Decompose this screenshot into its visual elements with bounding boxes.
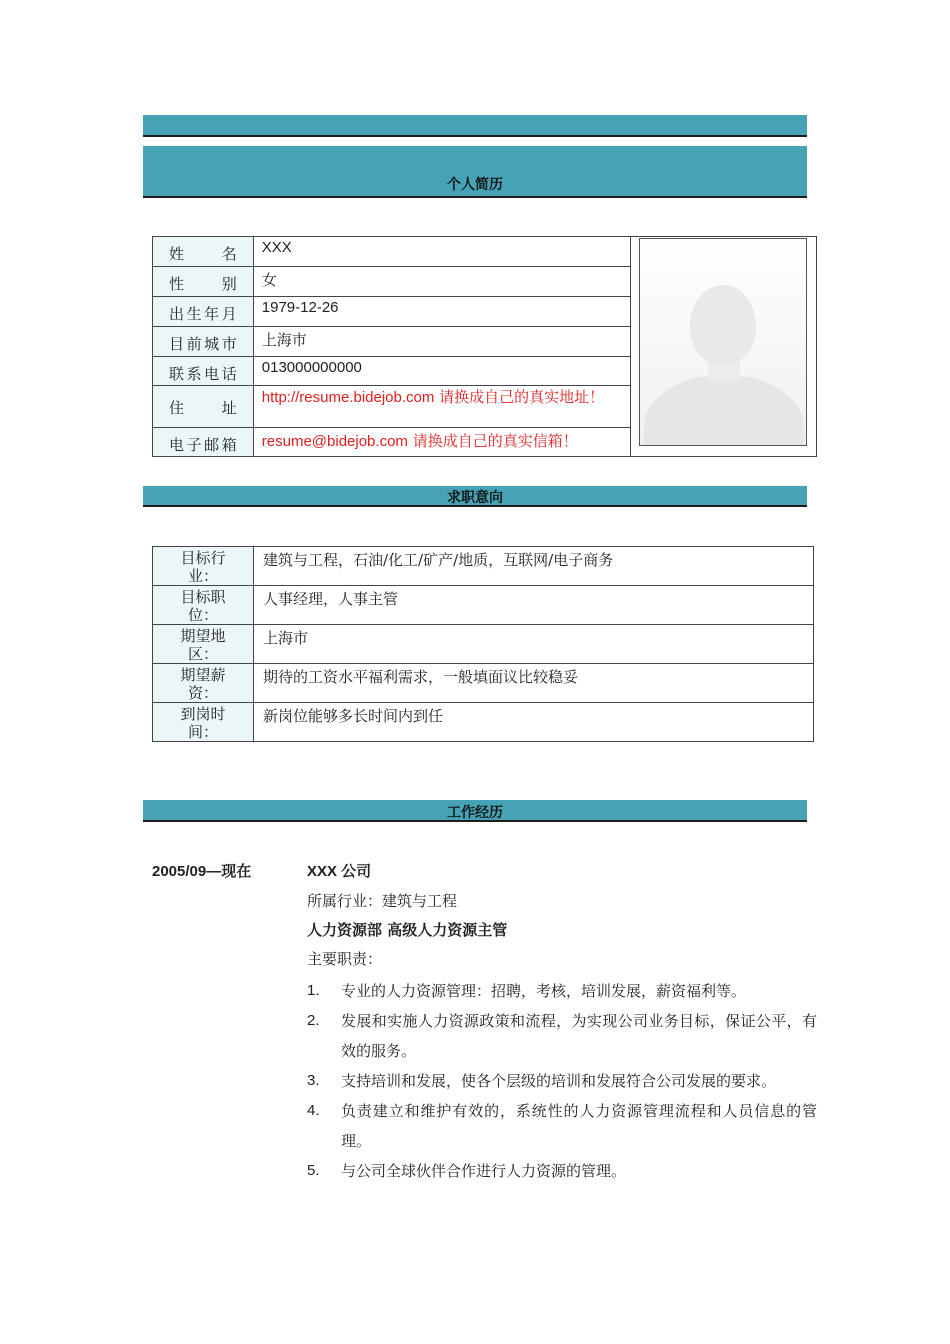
photo-cell [631, 237, 817, 457]
resume-header-bar [143, 146, 807, 198]
avatar-silhouette-head [690, 285, 756, 365]
target-industry-label: 目标行业： [153, 547, 254, 586]
work-experience-bar [143, 800, 807, 822]
email-label: 电子邮箱 [153, 428, 254, 457]
target-salary-label: 期望薪资： [153, 664, 254, 703]
work-date-range: 2005/09—现在 [152, 863, 252, 880]
target-position-value: 人事经理，人事主管 [254, 586, 814, 625]
duty-text: 负责建立和维护有效的，系统性的人力资源管理流程和人员信息的管理。 [341, 1102, 817, 1150]
duty-item [307, 1006, 817, 1066]
target-salary-value: 期待的工资水平福利需求，一般填面议比较稳妥 [254, 664, 814, 703]
start-time-label: 到岗时间： [153, 703, 254, 742]
resume-title: 个人简历 [447, 177, 503, 193]
work-experience-title: 工作经历 [447, 805, 503, 821]
duty-item [307, 1066, 817, 1096]
top-decor-bar [143, 115, 807, 137]
gender-value: 女 [253, 267, 630, 297]
phone-label: 联系电话 [153, 357, 254, 386]
duty-number: 2. [307, 1012, 320, 1029]
personal-info-table [152, 236, 817, 457]
city-value: 上海市 [253, 327, 630, 357]
email-link[interactable]: resume@bidejob.com [261, 433, 408, 450]
duty-text: 发展和实施人力资源政策和流程，为实现公司业务目标，保证公平，有效的服务。 [341, 1012, 817, 1060]
target-industry-value: 建筑与工程，石油/化工/矿产/地质，互联网/电子商务 [254, 547, 814, 586]
address-link[interactable]: http://resume.bidejob.com [261, 389, 435, 406]
target-region-label: 期望地区： [153, 625, 254, 664]
birth-label: 出生年月 [153, 297, 254, 327]
phone-value: 013000000000 [253, 357, 630, 386]
duty-item [307, 1096, 817, 1156]
duty-number: 1. [307, 982, 320, 999]
address-label: 住址 [153, 386, 254, 428]
duty-item [307, 1156, 817, 1186]
address-value [253, 386, 630, 428]
work-duties-title: 主要职责： [307, 950, 383, 968]
gender-label: 性别 [153, 267, 254, 297]
duties-list [307, 976, 817, 1186]
job-intent-table [152, 546, 814, 742]
name-label: 姓名 [153, 237, 254, 267]
birth-value: 1979-12-26 [253, 297, 630, 327]
email-note: 请换成自己的真实信箱！ [407, 432, 578, 450]
duty-number: 5. [307, 1162, 320, 1179]
email-value [253, 428, 630, 457]
work-industry: 所属行业：建筑与工程 [307, 892, 458, 910]
duty-text: 与公司全球伙伴合作进行人力资源的管理。 [341, 1162, 627, 1180]
profile-photo-placeholder [639, 238, 807, 446]
duty-text: 支持培训和发展，使各个层级的培训和发展符合公司发展的要求。 [341, 1072, 777, 1090]
job-intent-title: 求职意向 [447, 490, 503, 506]
target-position-label: 目标职位： [153, 586, 254, 625]
city-label: 目前城市 [153, 327, 254, 357]
address-note: 请换成自己的真实地址！ [434, 388, 605, 406]
duty-number: 4. [307, 1102, 320, 1119]
duty-item [307, 976, 817, 1006]
target-region-value: 上海市 [254, 625, 814, 664]
job-intent-bar [143, 486, 807, 507]
name-value: XXX [253, 237, 630, 267]
duty-number: 3. [307, 1072, 320, 1089]
duty-text: 专业的人力资源管理：招聘，考核，培训发展，薪资福利等。 [341, 982, 747, 1000]
avatar-silhouette-body [644, 375, 804, 446]
work-dept-position: 人力资源部 高级人力资源主管 [307, 921, 508, 939]
start-time-value: 新岗位能够多长时间内到任 [254, 703, 814, 742]
work-company-name: XXX 公司 [307, 863, 372, 880]
